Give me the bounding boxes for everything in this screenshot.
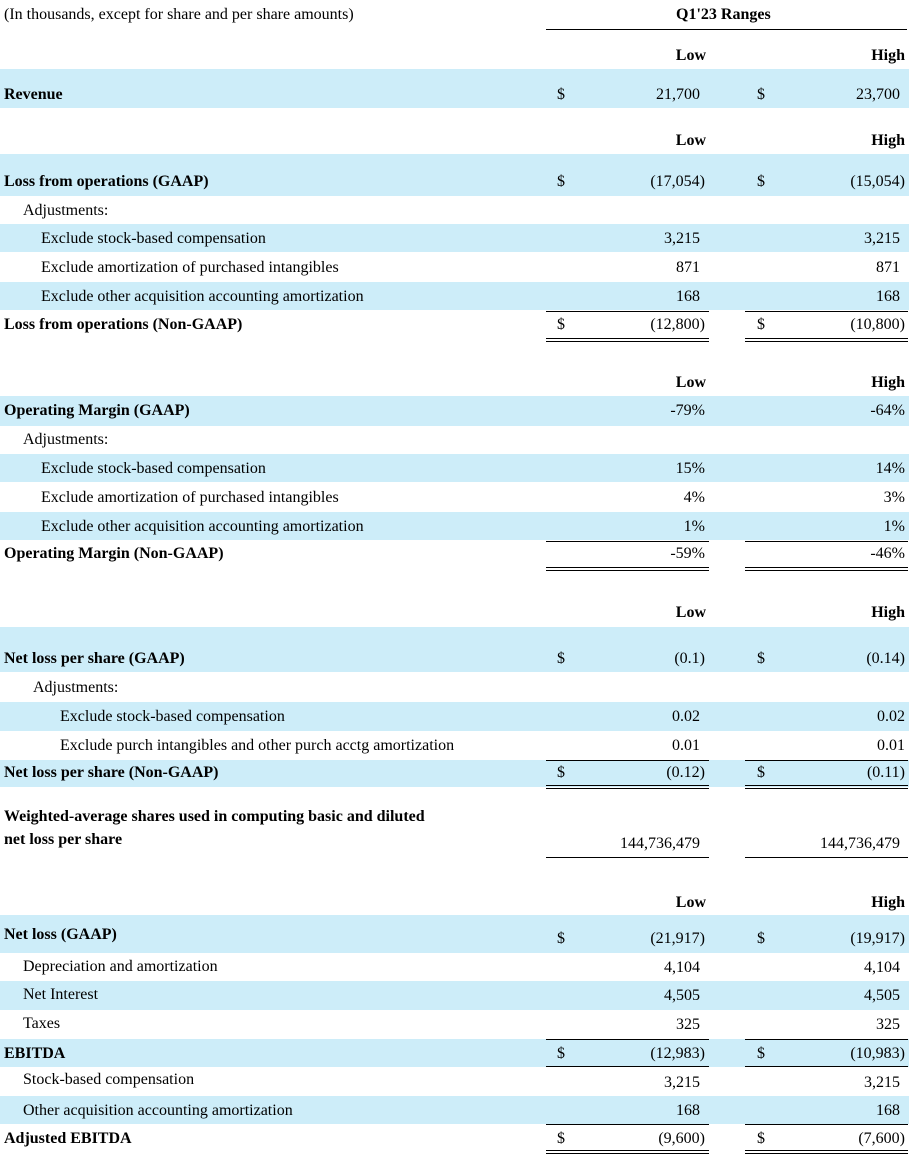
row-label: Net loss per share (Non-GAAP) — [4, 764, 219, 781]
subtotal-underline — [745, 541, 908, 542]
total-double-underline — [745, 567, 908, 571]
value-high: (0.14) — [866, 650, 905, 667]
row-label: Exclude amortization of purchased intangibles — [41, 489, 339, 506]
ebitda-adjustment-row — [0, 1067, 909, 1095]
subtotal-underline — [546, 541, 709, 542]
adjustments-label: Adjustments: — [23, 202, 109, 219]
row-label: Net loss (GAAP) — [4, 926, 117, 943]
ebitda-row — [0, 1039, 909, 1067]
value-high: 0.02 — [877, 708, 905, 725]
value-low: 1% — [683, 518, 705, 535]
value-high: 168 — [876, 1102, 900, 1119]
value-low: 3,215 — [664, 230, 700, 247]
margin-nongaap-label: Operating Margin (Non-GAAP) — [4, 545, 224, 562]
col-header-high: High — [871, 894, 905, 911]
value-high: 871 — [876, 259, 900, 276]
subtotal-underline — [745, 1039, 908, 1040]
value-low: 168 — [676, 1102, 700, 1119]
subtotal-underline — [546, 1039, 709, 1040]
subtotal-underline — [745, 1124, 908, 1125]
eps-adjustment-row — [0, 732, 909, 760]
currency-symbol: $ — [557, 764, 565, 781]
value-high: 168 — [876, 288, 900, 305]
row-label: Other acquisition accounting amortization — [23, 1102, 293, 1119]
col-header-low: Low — [675, 132, 706, 149]
shares-high: 144,736,479 — [820, 835, 900, 852]
eps-nongaap-row — [0, 760, 909, 787]
value-high: (19,917) — [850, 930, 905, 947]
total-double-underline — [546, 1150, 709, 1154]
value-high: (15,054) — [850, 173, 905, 190]
value-low: (0.1) — [674, 650, 705, 667]
row-label: Exclude purch intangibles and other purch acctg amortization — [60, 737, 455, 754]
value-low: 325 — [676, 1016, 700, 1033]
value-low: 4,104 — [664, 959, 700, 976]
value-low: 0.01 — [672, 737, 700, 754]
col-header-high: High — [871, 604, 905, 621]
total-double-underline — [546, 338, 709, 342]
currency-symbol: $ — [557, 930, 565, 947]
value-high: 4,505 — [864, 987, 900, 1004]
eps-gaap-row — [0, 627, 909, 672]
margin-gaap-row — [0, 396, 909, 426]
ops-gaap-row — [0, 154, 909, 196]
value-low: (12,983) — [650, 1045, 705, 1062]
row-label: Exclude amortization of purchased intangibles — [41, 259, 339, 276]
currency-symbol: $ — [757, 764, 765, 781]
col-header-low: Low — [675, 47, 706, 64]
currency-symbol: $ — [557, 86, 565, 103]
value-low: 15% — [675, 460, 705, 477]
row-label: Exclude other acquisition accounting amortization — [41, 518, 364, 535]
eps-adjustment-row — [0, 702, 909, 731]
value-high: (0.11) — [866, 764, 905, 781]
value-high: -64% — [870, 402, 905, 419]
value-high: 325 — [876, 1016, 900, 1033]
shares-label-line2: net loss per share — [4, 831, 123, 848]
shares-label-line1: Weighted-average shares used in computing basic and diluted — [4, 808, 425, 825]
row-label: Exclude other acquisition accounting amortization — [41, 288, 364, 305]
currency-symbol: $ — [757, 86, 765, 103]
total-double-underline — [745, 1150, 908, 1154]
row-label: Exclude stock-based compensation — [41, 460, 266, 477]
ops-adjustment-row — [0, 253, 909, 281]
row-label: Operating Margin (GAAP) — [4, 402, 190, 419]
subtotal-underline — [546, 1124, 709, 1125]
adjusted-ebitda-low: (9,600) — [658, 1130, 705, 1147]
value-high: (10,983) — [850, 1045, 905, 1062]
value-low: 168 — [676, 288, 700, 305]
row-label: EBITDA — [4, 1045, 66, 1062]
shares-underline — [745, 857, 908, 858]
subtotal-underline — [745, 760, 908, 761]
value-high: 14% — [875, 460, 905, 477]
total-double-underline — [745, 785, 908, 789]
value-high: 3,215 — [864, 230, 900, 247]
ops-adjustment-row — [0, 282, 909, 310]
adjusted-ebitda-label: Adjusted EBITDA — [4, 1130, 132, 1147]
value-high: 1% — [883, 518, 905, 535]
col-header-low: Low — [675, 604, 706, 621]
shares-underline — [546, 857, 709, 858]
adjusted-ebitda-high: (7,600) — [858, 1130, 905, 1147]
row-label: Net loss per share (GAAP) — [4, 650, 185, 667]
ops-nongaap-label: Loss from operations (Non-GAAP) — [4, 316, 243, 333]
currency-symbol: $ — [557, 1045, 565, 1062]
ops-nongaap-low: (12,800) — [650, 316, 705, 333]
value-high: 0.01 — [877, 737, 905, 754]
currency-symbol: $ — [557, 1130, 565, 1147]
shares-low: 144,736,479 — [620, 835, 700, 852]
value-high: 23,700 — [856, 86, 900, 103]
margin-adjustment-row — [0, 454, 909, 482]
row-label: Exclude stock-based compensation — [60, 708, 285, 725]
row-label: Revenue — [4, 86, 63, 103]
currency-symbol: $ — [757, 650, 765, 667]
ebitda-adjustment-row — [0, 1096, 909, 1124]
value-high: 4,104 — [864, 959, 900, 976]
revenue-row — [0, 69, 909, 108]
value-low: 21,700 — [656, 86, 700, 103]
value-low: (17,054) — [650, 173, 705, 190]
ops-adjustment-row — [0, 224, 909, 252]
header-underline — [546, 29, 907, 30]
col-header-low: Low — [675, 374, 706, 391]
value-low: 871 — [676, 259, 700, 276]
currency-symbol: $ — [557, 173, 565, 190]
value-low: 0.02 — [672, 708, 700, 725]
subtotal-underline — [546, 311, 709, 312]
row-label: Depreciation and amortization — [23, 958, 218, 975]
currency-symbol: $ — [757, 1045, 765, 1062]
margin-nongaap-low: -59% — [670, 545, 705, 562]
currency-symbol: $ — [757, 930, 765, 947]
margin-adjustment-row — [0, 512, 909, 540]
row-label: Taxes — [23, 1015, 61, 1032]
period-header: Q1'23 Ranges — [676, 6, 771, 23]
value-low: 4% — [683, 489, 705, 506]
value-high: 3% — [883, 489, 905, 506]
col-header-high: High — [871, 132, 905, 149]
row-label: Exclude stock-based compensation — [41, 230, 266, 247]
value-low: -79% — [670, 402, 705, 419]
currency-symbol: $ — [757, 173, 765, 190]
margin-adjustment-row — [0, 483, 909, 511]
value-low: 3,215 — [664, 1074, 700, 1091]
ops-nongaap-high: (10,800) — [850, 316, 905, 333]
total-double-underline — [745, 338, 908, 342]
value-low: (0.12) — [666, 764, 705, 781]
value-low: (21,917) — [650, 930, 705, 947]
total-double-underline — [546, 567, 709, 571]
ebitda-component-row — [0, 981, 909, 1010]
total-double-underline — [546, 785, 709, 789]
net-loss-row — [0, 915, 909, 953]
ebitda-component-row — [0, 1010, 909, 1039]
col-header-low: Low — [675, 894, 706, 911]
subtotal-underline — [745, 311, 908, 312]
units-note: (In thousands, except for share and per share amounts) — [4, 6, 354, 23]
ebitda-component-row — [0, 953, 909, 981]
col-header-high: High — [871, 374, 905, 391]
currency-symbol: $ — [557, 650, 565, 667]
value-high: 3,215 — [864, 1074, 900, 1091]
value-low: 4,505 — [664, 987, 700, 1004]
currency-symbol: $ — [757, 316, 765, 333]
row-label: Stock-based compensation — [23, 1071, 195, 1088]
adjustments-label: Adjustments: — [33, 679, 119, 696]
row-label: Net Interest — [23, 986, 99, 1003]
currency-symbol: $ — [557, 316, 565, 333]
subtotal-underline — [546, 760, 709, 761]
col-header-high: High — [871, 47, 905, 64]
currency-symbol: $ — [757, 1130, 765, 1147]
adjustments-label: Adjustments: — [23, 431, 109, 448]
margin-nongaap-high: -46% — [870, 545, 905, 562]
row-label: Loss from operations (GAAP) — [4, 173, 209, 190]
